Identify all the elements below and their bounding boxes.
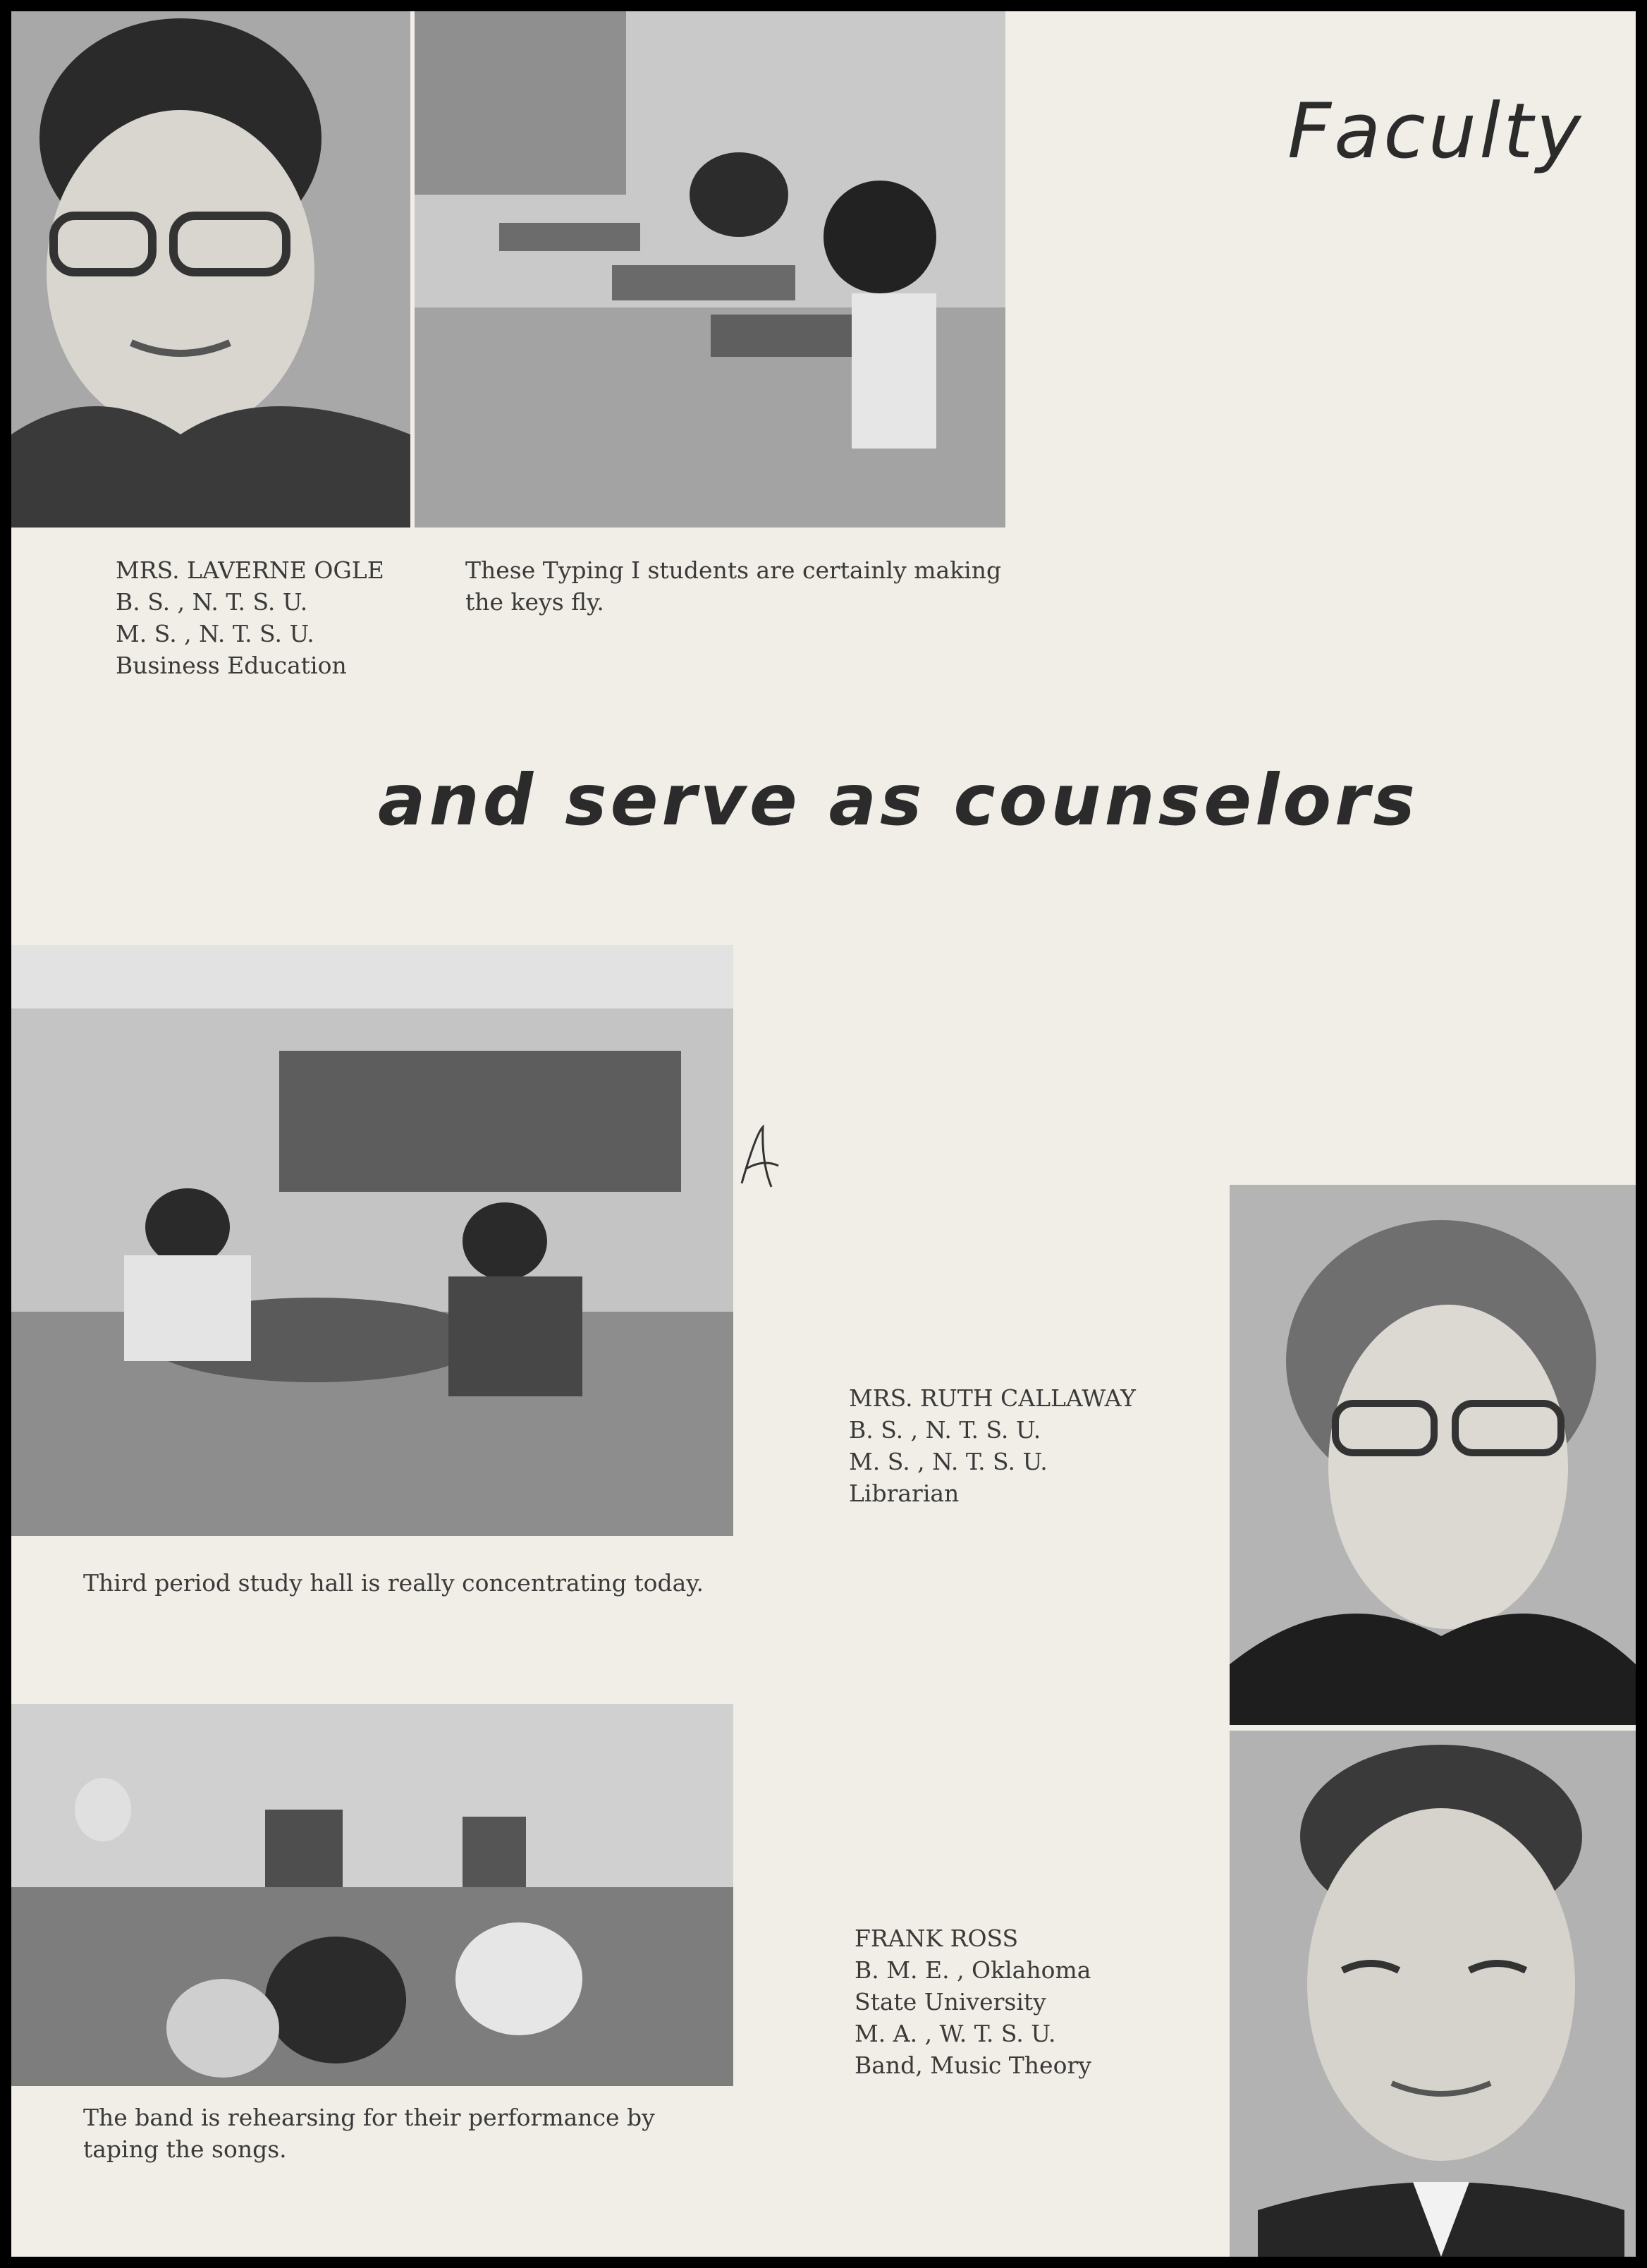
ross-degree-1b: State University	[855, 1988, 1046, 2016]
band-caption	[83, 2102, 726, 2165]
callaway-name: MRS. RUTH CALLAWAY	[849, 1384, 1136, 1412]
typing-caption	[465, 554, 1001, 618]
ogle-portrait-photo	[11, 11, 410, 528]
callaway-portrait-photo	[1230, 1185, 1636, 1725]
ross-portrait-photo	[1230, 1731, 1636, 2257]
callaway-subject: Librarian	[849, 1480, 960, 1507]
ross-name: FRANK ROSS	[855, 1925, 1019, 1952]
ogle-degree-2: M. S. , N. T. S. U.	[116, 620, 314, 647]
band-caption-line-2: taping the songs.	[83, 2135, 287, 2163]
callaway-degree-2: M. S. , N. T. S. U.	[849, 1448, 1048, 1475]
study-hall-caption: Third period study hall is really concentrating today.	[83, 1569, 704, 1597]
band-caption-line-1: The band is rehearsing for their performance by	[83, 2104, 655, 2131]
callaway-degree-1: B. S. , N. T. S. U.	[849, 1416, 1041, 1444]
page-subheading: and serve as counselors	[378, 759, 1419, 841]
ross-caption	[855, 1922, 1091, 2081]
ross-degree-2: M. A. , W. T. S. U.	[855, 2020, 1056, 2047]
ogle-subject: Business Education	[116, 652, 347, 679]
callaway-caption	[849, 1382, 1136, 1509]
typing-class-photo	[415, 11, 1005, 528]
ross-degree-1: B. M. E. , Oklahoma	[855, 1956, 1091, 1984]
typing-caption-line-1: These Typing I students are certainly making	[465, 556, 1002, 584]
ogle-caption	[116, 554, 384, 681]
ross-subject: Band, Music Theory	[855, 2051, 1091, 2079]
band-rehearsal-photo	[11, 1704, 733, 2086]
typing-caption-line-2: the keys fly.	[465, 588, 604, 616]
yearbook-page	[11, 11, 1636, 2257]
ogle-name: MRS. LAVERNE OGLE	[116, 556, 384, 584]
study-hall-photo	[11, 945, 733, 1536]
ogle-degree-1: B. S. , N. T. S. U.	[116, 588, 308, 616]
page-heading: Faculty	[1287, 87, 1584, 176]
ink-mark	[735, 1120, 784, 1205]
